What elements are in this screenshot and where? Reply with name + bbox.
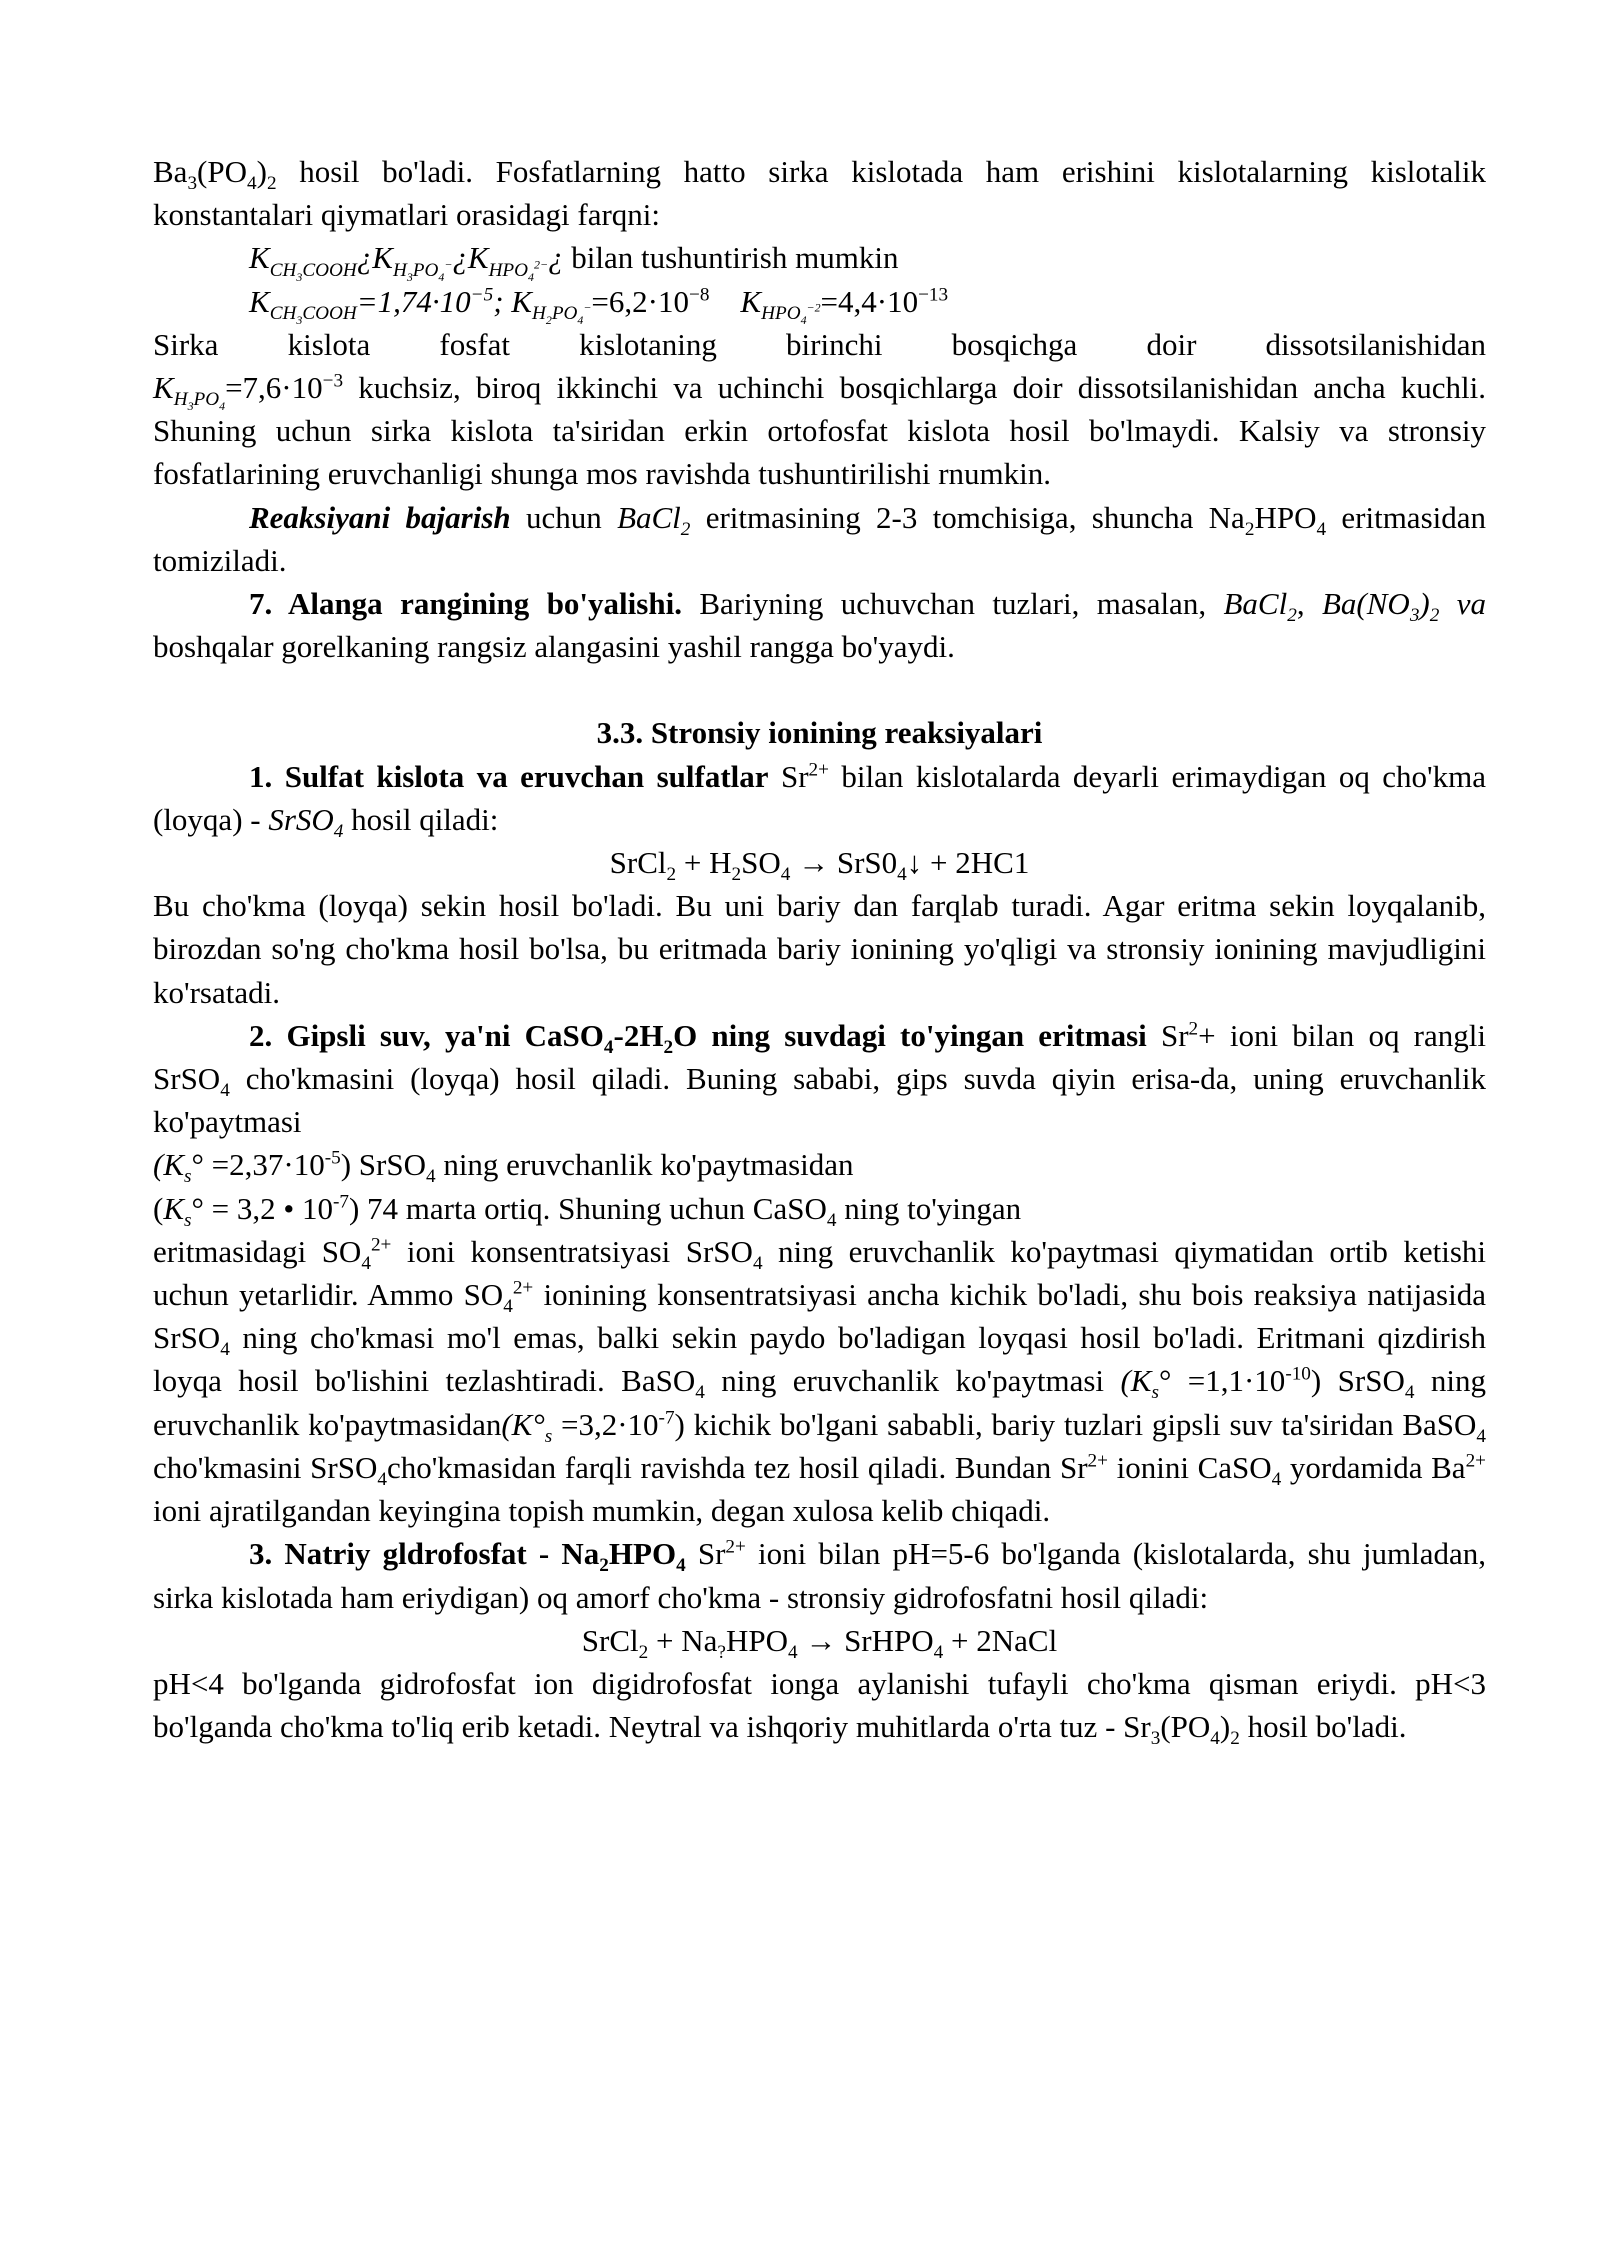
text: Sr	[685, 1536, 726, 1572]
section-title: 2. Gipsli suv, ya'ni CaSO	[249, 1017, 604, 1053]
equation-part: HPO	[725, 1622, 788, 1658]
formula-value: =4,4·10	[820, 283, 919, 319]
text: ning to'yingan	[836, 1190, 1022, 1226]
superscript: 2+	[1087, 1450, 1108, 1472]
formula-operator: ¿	[547, 240, 564, 276]
text: ) SrSO	[340, 1147, 426, 1183]
formula: )	[1419, 586, 1430, 622]
text: =3,2·10	[552, 1406, 659, 1442]
formula-sup: −	[444, 257, 453, 272]
equation-part: → SrS0	[790, 845, 898, 881]
formula-symbol: K	[740, 283, 762, 319]
subscript: 4	[361, 1253, 371, 1275]
subscript: 4	[247, 173, 257, 195]
text: )	[256, 154, 267, 189]
formula-sub: PO	[193, 389, 220, 411]
text: Bariyning uchuvchan tuzlari, masalan,	[681, 586, 1224, 622]
subscript: 2	[663, 1037, 674, 1059]
formula-sub: H	[531, 302, 546, 324]
text: Sr	[1146, 1017, 1189, 1053]
subscript: 4	[1476, 1425, 1487, 1447]
formula-sub: COOH	[302, 302, 357, 324]
section-title: O ning suvdagi to'yingan eritmasi	[673, 1017, 1147, 1053]
formula-sub: CH	[269, 259, 297, 281]
formula-symbol: K	[249, 283, 270, 319]
text: + ioni bilan oq rangli SrSO	[153, 1017, 1486, 1097]
text: hosil qiladi:	[343, 801, 499, 837]
equation-2	[153, 1619, 1486, 1662]
subscript: 4	[1210, 1728, 1220, 1750]
equation-part: SO	[741, 845, 781, 881]
subscript: 3	[1150, 1728, 1161, 1750]
equation-part: → SrHPO	[797, 1622, 934, 1658]
subscript: 2	[266, 173, 277, 195]
text: cho'kmasidan farqli ravishda tez hosil qiladi. Bundan Sr	[386, 1449, 1088, 1485]
formula-sub: 2	[545, 312, 552, 327]
section-title: 1. Sulfat kislota va eruvchan sulfatlar	[249, 758, 769, 794]
text: pH<4 bo'lganda gidrofosfat ion digidrofosfat ionga aylanishi tufayli cho'kma qisman eriydi. pH<3 bo'lganda cho'kma to'liq erib ketadi. Neytral va ishqoriy muhitlarda o'rta tuz - Sr	[153, 1665, 1486, 1745]
formula-sub: PO	[551, 302, 578, 324]
subscript: 4	[752, 1253, 763, 1275]
subscript: 4	[333, 821, 344, 843]
superscript: -10	[1285, 1364, 1311, 1386]
subscript: 3	[1409, 605, 1420, 627]
text: ) SrSO	[1310, 1363, 1405, 1399]
text: uchun	[510, 499, 618, 535]
text: ) kichik bo'lgani sababli, bariy tuzlari gipsli suv ta'siridan BaSO	[674, 1406, 1477, 1442]
text: ning eruvchanlik ko'paytmasidan	[435, 1147, 854, 1183]
subscript: 2	[638, 1641, 649, 1663]
spacer	[153, 668, 1486, 711]
formula-sub: 4	[577, 312, 584, 327]
section-heading: 3.3. Stronsiy ionining reaksiyalari	[596, 715, 1043, 751]
superscript: 2+	[370, 1234, 392, 1256]
text: HPO	[1254, 499, 1317, 535]
formula-sub: H	[392, 259, 407, 281]
section-title: -2H	[613, 1017, 664, 1053]
text: eritmasining 2-3 tomchisiga, shuncha Na	[690, 499, 1245, 535]
formula-constants	[249, 280, 1486, 327]
formula-sub: COOH	[302, 259, 357, 281]
equation-part: ↓ + 2HC1	[906, 845, 1030, 881]
text: ning eruvchanlik ko'paytmasidan	[153, 1363, 1486, 1442]
subscript: 4	[425, 1166, 436, 1188]
subscript: s	[544, 1425, 553, 1447]
text: kuchsiz, biroq ikkinchi va uchinchi bosqichlarga doir dissotsilanishidan ancha kuchli. Shuning uchun sirka kislota ta'siridan erkin ortofosfat kislota hosil bo'lmaydi. Kalsiy va stronsiy fosfatlarining eruvchanligi shunga mos ravishda tushuntirilishi rnumkin.	[153, 370, 1486, 492]
equation-part: + Na	[648, 1622, 718, 1658]
text: ning eruvchanlik ko'paytmasi qiymatidan ortib ketishi uchun yetarlidir. Ammo SO	[153, 1233, 1486, 1313]
subscript: 4	[787, 1641, 798, 1663]
formula-value: =6,2·10	[591, 283, 689, 319]
text: ionini CaSO	[1107, 1449, 1272, 1485]
formula-sup: −2	[806, 300, 821, 315]
paragraph-8	[153, 1143, 1486, 1186]
subscript: 4	[1404, 1382, 1415, 1404]
formula-symbol: K	[467, 240, 489, 276]
paragraph-2-line1: Sirka kislota fosfat kislotaning birinchi bosqichga doir dissotsilanishidan	[153, 326, 1486, 362]
section-title: HPO	[608, 1536, 677, 1572]
text: ,	[1296, 586, 1305, 622]
paragraph-11	[153, 1532, 1486, 1618]
text: cho'kmasini (loyqa) hosil qiladi. Buning sababi, gips suvda qiyin erisa-da, uning eruvchanlik ko'paytmasi	[153, 1061, 1486, 1140]
text: yordamida Ba	[1281, 1449, 1466, 1485]
text: eritmasidagi SO	[153, 1233, 362, 1269]
formula-sub: 3	[187, 399, 194, 414]
paragraph-2	[153, 366, 1486, 496]
subscript: 4	[1271, 1469, 1282, 1491]
formula-symbol: K	[249, 240, 270, 276]
text: (PO	[1160, 1709, 1211, 1745]
text: ioni konsentratsiyasi SrSO	[391, 1233, 753, 1269]
text: Ba	[153, 154, 188, 189]
subscript: 2	[731, 864, 742, 886]
superscript: 2+	[808, 759, 829, 781]
text: ) 74 marta ortiq. Shuning uchun CaSO	[348, 1190, 827, 1226]
formula: (K	[1120, 1363, 1152, 1399]
formula: BaCl	[1223, 586, 1288, 622]
text: ° =2,37·10	[191, 1147, 325, 1183]
formula-sub: 4	[219, 399, 226, 414]
paragraph-5	[153, 755, 1486, 841]
emphasis: Reaksiyani bajarish	[249, 499, 511, 535]
formula-symbol: K	[153, 370, 174, 406]
text: (	[153, 1190, 164, 1226]
text: ionining konsentratsiyasi ancha kichik bo'ladi, shu bois reaksiya natijasida SrSO	[153, 1277, 1486, 1356]
formula: K	[163, 1190, 185, 1226]
equation-part: SrCl	[609, 845, 667, 881]
subscript: s	[1151, 1382, 1159, 1404]
formula-sub: PO	[412, 259, 439, 281]
formula-comparison	[249, 236, 1486, 284]
subscript: ?	[717, 1641, 726, 1663]
subscript: 4	[676, 1555, 686, 1577]
subscript: 4	[1316, 518, 1327, 540]
text: ning eruvchanlik ko'paytmasi	[704, 1363, 1121, 1399]
paragraph-6: Bu cho'kma (loyqa) sekin hosil bo'ladi. Bu uni bariy dan farqlab turadi. Agar eritma sekin loyqalanib, birozdan so'ng cho'kma hosil bo'lsa, bu eritmada bariy ionining yo'qligi va stronsiy ionining mavjudligini ko'rsatadi.	[153, 888, 1486, 1010]
subscript: 2	[1230, 1728, 1240, 1750]
text: hosil bo'ladi.	[1239, 1709, 1407, 1745]
equation-part: + 2NaCl	[943, 1622, 1058, 1658]
text: cho'kmasini SrSO	[153, 1449, 378, 1485]
text: hosil bo'ladi. Fosfatlarning hatto sirka kislotada ham erishini kislotalarning kislotalik konstantalari qiymatlari orasidagi farqni:	[153, 154, 1486, 233]
subscript: 2	[666, 864, 677, 886]
text: ning cho'kmasi mo'l emas, balki sekin paydo bo'ladigan loyqasi hosil bo'ladi. Eritmani qizdirish loyqa hosil bo'lishini tezlashtiradi. BaSO	[153, 1320, 1486, 1399]
formula-sub: 4	[438, 269, 445, 284]
formula-symbol: ; K	[493, 283, 532, 319]
formula-caption: bilan tushuntirish mumkin	[563, 240, 899, 276]
subscript: 4	[780, 864, 791, 886]
formula-value: =1,74·10	[356, 283, 471, 319]
subscript: 4	[826, 1209, 837, 1231]
text: ioni bilan pH=5-6 bo'lganda (kislotalarda, shu jumladan, sirka kislotada ham eriydigan) oq amorf cho'kma - stronsiy gidrofosfatni hosil qiladi:	[153, 1536, 1486, 1615]
formula-sub: CH	[269, 302, 297, 324]
formula-exponent: −13	[918, 284, 949, 306]
formula-sub: 4	[800, 312, 807, 327]
formula-sub: 3	[406, 269, 413, 284]
paragraph-1	[153, 150, 1486, 236]
paragraph-10	[153, 1230, 1486, 1532]
formula-value: =7,6·10	[225, 370, 323, 406]
formula: BaCl	[617, 499, 681, 535]
formula-sub: 4	[528, 269, 534, 284]
equation-part: + H	[676, 845, 732, 881]
text: boshqalar gorelkaning rangsiz alangasini yashil rangga bo'yaydi.	[153, 629, 955, 665]
formula-sub: H	[173, 389, 188, 411]
formula: SrSO	[268, 801, 334, 837]
formula-symbol: K	[372, 240, 393, 276]
formula-exponent: −3	[322, 370, 344, 392]
subscript: 2	[680, 518, 691, 540]
superscript: 2	[1188, 1018, 1199, 1040]
equation-part: SrCl	[581, 1622, 639, 1658]
formula: Ba(NO	[1321, 586, 1410, 622]
formula: va	[1439, 586, 1487, 622]
superscript: -5	[324, 1148, 341, 1170]
formula-operator: ¿	[356, 240, 373, 276]
paragraph-3	[153, 496, 1486, 582]
subscript: 2	[1244, 518, 1255, 540]
subscript: 4	[377, 1469, 387, 1491]
formula-sub: HPO	[488, 259, 529, 281]
text: ° =1,1·10	[1158, 1363, 1286, 1399]
subscript: 4	[220, 1339, 230, 1361]
text: bilan kislotalarda deyarli erimaydigan oq cho'kma (loyqa) -	[153, 758, 1486, 837]
subscript: 4	[603, 1037, 614, 1059]
paragraph-9	[153, 1187, 1486, 1230]
text: Sr	[768, 758, 809, 794]
subscript: 2	[1429, 605, 1440, 627]
subscript: 4	[220, 1080, 230, 1102]
subscript: 2	[1287, 605, 1297, 627]
subscript: s	[184, 1209, 192, 1231]
paragraph-12	[153, 1662, 1486, 1748]
formula-sup: −	[583, 300, 592, 315]
text: ° = 3,2 • 10	[191, 1190, 333, 1226]
superscript: -7	[658, 1407, 675, 1429]
paragraph-4	[153, 582, 1486, 668]
superscript: 2+	[512, 1277, 534, 1299]
text: eritmasidan tomiziladi.	[153, 499, 1486, 578]
subscript: 4	[695, 1382, 705, 1404]
subscript: 3	[187, 173, 198, 195]
subscript: 4	[503, 1296, 513, 1318]
subscript: 4	[897, 864, 907, 886]
subscript: s	[184, 1166, 192, 1188]
text: ioni ajratilgandan keyingina topish mumkin, degan xulosa kelib chiqadi.	[153, 1493, 1051, 1529]
formula-exponent: −8	[688, 284, 710, 306]
formula-exponent: −5	[470, 284, 494, 306]
superscript: 2+	[1465, 1450, 1486, 1472]
subscript: 2	[599, 1555, 609, 1577]
formula-sub: 3	[296, 312, 303, 327]
formula-sub: HPO	[761, 302, 801, 324]
section-title: 7. Alanga rangining bo'yalishi.	[249, 586, 682, 622]
formula: (K°	[501, 1406, 545, 1442]
formula-sub: 3	[296, 269, 303, 284]
formula-operator: ¿	[452, 240, 468, 276]
section-title: 3. Natriy gldrofosfat - Na	[249, 1536, 600, 1572]
formula: (K	[153, 1147, 184, 1183]
paragraph-7	[153, 1014, 1486, 1144]
equation-1	[153, 841, 1486, 884]
text: (PO	[197, 154, 247, 189]
text: )	[1219, 1709, 1231, 1745]
superscript: 2+	[725, 1536, 746, 1558]
subscript: 4	[933, 1641, 944, 1663]
formula-sup: 2−	[533, 257, 548, 272]
superscript: -7	[332, 1191, 349, 1213]
